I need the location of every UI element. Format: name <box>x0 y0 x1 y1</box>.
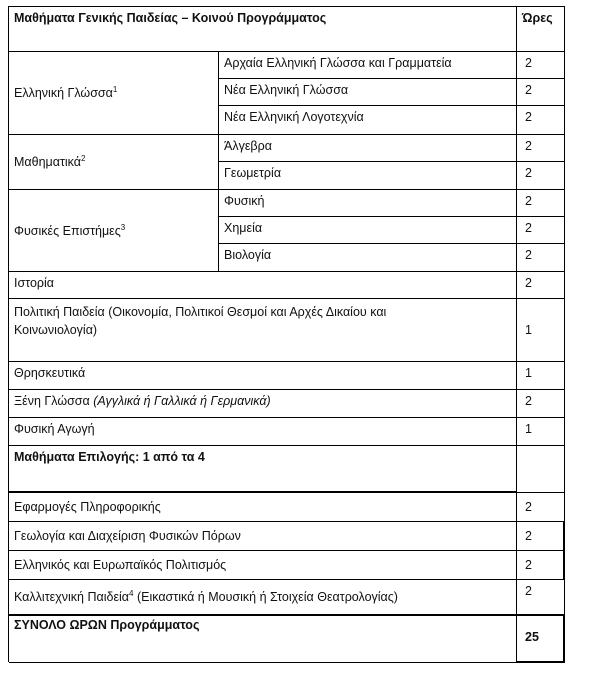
subject-row: Αρχαία Ελληνική Γλώσσα και Γραμματεία <box>219 52 517 79</box>
subject-row-foreign: Ξένη Γλώσσα (Αγγλικά ή Γαλλικά ή Γερμανικά) <box>9 390 517 418</box>
hours-cell: 2 <box>517 580 565 616</box>
total-hours: 25 <box>525 630 539 644</box>
hours-cell: 1 <box>517 418 565 446</box>
civics-line-1: Πολιτική Παιδεία (Οικονομία, Πολιτικοί Θεσμοί και Αρχές Δικαίου και <box>14 305 387 319</box>
table-title-cell <box>9 7 517 52</box>
subject-row: Άλγεβρα <box>219 135 517 162</box>
table-title: Μαθήματα Γενικής Παιδείας – Κοινού Προγράμματος <box>14 11 327 25</box>
foreign-language-options: (Αγγλικά ή Γαλλικά ή Γερμανικά) <box>93 394 271 408</box>
hours-cell: 2 <box>517 79 565 106</box>
curriculum-table <box>8 6 565 662</box>
subject-row: Γεωμετρία <box>219 162 517 190</box>
hours-cell: 2 <box>517 217 565 244</box>
hours-cell: 1 <box>517 299 565 362</box>
footnote-4: 4 <box>129 588 134 598</box>
subject-row: Νέα Ελληνική Λογοτεχνία <box>219 106 517 135</box>
hours-header: Ώρες <box>522 11 553 25</box>
footnote-1: 1 <box>112 84 118 94</box>
electives-header: Μαθήματα Επιλογής: 1 από τα 4 <box>14 450 205 464</box>
group-math <box>9 135 219 190</box>
group-greek-label: Ελληνική Γλώσσα <box>14 86 113 100</box>
hours-cell: 1 <box>517 362 565 390</box>
hours-cell: 2 <box>517 135 565 162</box>
hours-cell: 2 <box>517 190 565 217</box>
hours-cell: 2 <box>517 551 565 580</box>
hours-header-cell <box>517 7 565 52</box>
arts-options: (Εικαστικά ή Μουσική ή Στοιχεία Θεατρολογίας) <box>133 590 398 604</box>
hours-cell-empty <box>517 446 565 493</box>
total-row <box>9 616 517 663</box>
footnote-3: 3 <box>120 222 126 232</box>
subject-row-history: Ιστορία <box>9 272 517 299</box>
subject-row: Χημεία <box>219 217 517 244</box>
subject-row-pe: Φυσική Αγωγή <box>9 418 517 446</box>
hours-cell: 2 <box>517 106 565 135</box>
hours-cell: 2 <box>517 390 565 418</box>
hours-cell: 2 <box>517 162 565 190</box>
elective-row: Ελληνικός και Ευρωπαϊκός Πολιτισμός <box>9 551 517 580</box>
total-label: ΣΥΝΟΛΟ ΩΡΩΝ Προγράμματος <box>14 618 200 632</box>
electives-header-cell <box>9 446 517 493</box>
hours-cell: 2 <box>517 52 565 79</box>
group-science <box>9 190 219 272</box>
subject-row: Νέα Ελληνική Γλώσσα <box>219 79 517 106</box>
hours-cell: 2 <box>517 493 565 522</box>
total-hours-cell <box>517 616 565 663</box>
hours-cell: 2 <box>517 522 565 551</box>
subject-row: Βιολογία <box>219 244 517 272</box>
hours-cell: 2 <box>517 272 565 299</box>
elective-row: Εφαρμογές Πληροφορικής <box>9 493 517 522</box>
subject-row-civics <box>9 299 517 362</box>
subject-row: Φυσική <box>219 190 517 217</box>
group-math-label: Μαθηματικά <box>14 155 82 169</box>
group-science-label: Φυσικές Επιστήμες <box>14 223 121 238</box>
group-greek <box>9 52 219 135</box>
civics-line-2: Κοινωνιολογία) <box>14 323 98 337</box>
footnote-2: 2 <box>81 153 86 163</box>
elective-row-arts: Καλλιτεχνική Παιδεία$^4$ (Εικαστικά ή Μουσική ή Στοιχεία Θεατρολογίας) <box>9 580 517 616</box>
subject-row-religion: Θρησκευτικά <box>9 362 517 390</box>
hours-cell: 2 <box>517 244 565 272</box>
elective-row: Γεωλογία και Διαχείριση Φυσικών Πόρων <box>9 522 517 551</box>
